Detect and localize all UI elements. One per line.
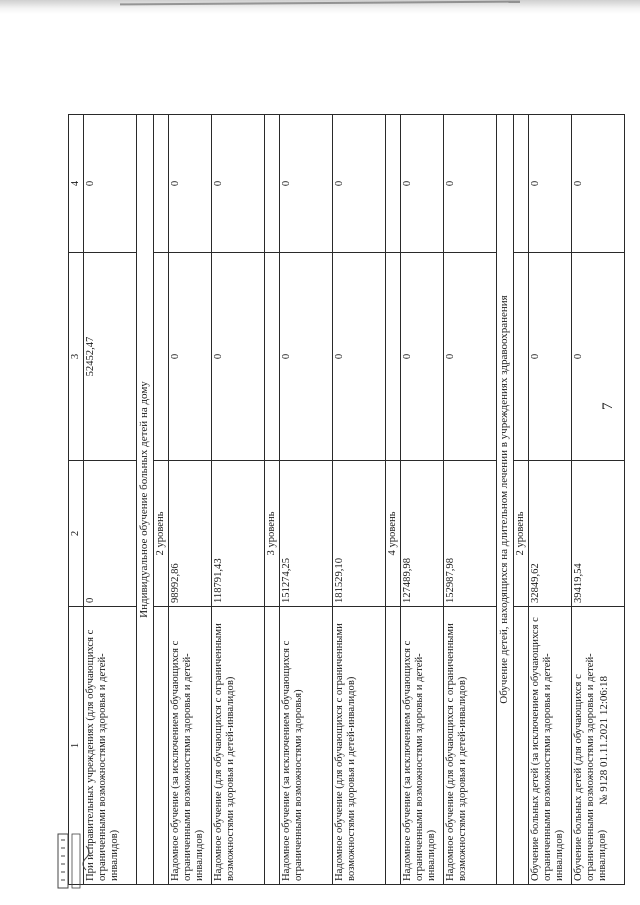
- row-value-col2: 98992,86: [169, 461, 212, 607]
- section-heading-row: [497, 115, 514, 885]
- header-col-1: 1: [69, 607, 84, 885]
- row-value-col2: 0: [84, 461, 137, 607]
- row-value-col3: 0: [401, 253, 444, 461]
- table-row: [401, 115, 444, 885]
- row-value-col2: 151274,25: [280, 461, 333, 607]
- header-col-3: 3: [69, 253, 84, 461]
- row-value-col2: 118791,43: [212, 461, 265, 607]
- row-value-col2: 32849,62: [529, 461, 572, 607]
- row-value-col2: 127489,98: [401, 461, 444, 607]
- table-row: [280, 115, 333, 885]
- level-label: 2 уровень: [154, 461, 169, 607]
- row-value-col4: 0: [529, 115, 572, 253]
- row-value-col3: 0: [444, 253, 497, 461]
- row-value-col2: 181529,10: [333, 461, 386, 607]
- table-row: [212, 115, 265, 885]
- row-label: Обучение больных детей (за исключением обучающихся с ограниченными возможностями здоровья и детей-инвалидов): [529, 607, 572, 885]
- level-label: 3 уровень: [265, 461, 280, 607]
- row-label: Надомное обучение (для обучающихся с ограниченными возможностями здоровья и детей-инвалидов): [444, 607, 497, 885]
- row-value-col2: 39419,54: [572, 461, 625, 607]
- row-value-col3: 0: [280, 253, 333, 461]
- row-label: Обучение больных детей (для обучающихся с ограниченными возможностями здоровья и детей-инвалидов): [572, 607, 625, 885]
- header-col-4: 4: [69, 115, 84, 253]
- row-label: Надомное обучение (за исключением обучающихся с ограниченными возможностями здоровья и детей-инвалидов): [401, 607, 444, 885]
- row-value-col4: 0: [212, 115, 265, 253]
- row-value-col4: 0: [444, 115, 497, 253]
- row-label: При исправительных учреждениях (для обучающихся с ограниченными возможностями здоровья и детей-инвалидов): [84, 607, 137, 885]
- level-row: [265, 115, 280, 885]
- table-row: [444, 115, 497, 885]
- row-label: Надомное обучение (за исключением обучающихся с ограниченными возможностями здоровья): [280, 607, 333, 885]
- row-value-col3: 0: [212, 253, 265, 461]
- level-row: [386, 115, 401, 885]
- budget-table: [68, 114, 625, 885]
- row-value-col4: 0: [572, 115, 625, 253]
- row-value-col4: 0: [401, 115, 444, 253]
- row-value-col4: 0: [169, 115, 212, 253]
- level-label: 2 уровень: [514, 461, 529, 607]
- table-row: [169, 115, 212, 885]
- section-heading-hospital-schooling: Обучение детей, находящихся на длительном лечении в учреждениях здравоохранения: [497, 115, 514, 885]
- row-value-col2: 152987,98: [444, 461, 497, 607]
- document-registration-footer: № 9128 01.11.2021 12:06:18: [598, 676, 610, 805]
- section-heading-row: [137, 115, 154, 885]
- level-label: 4 уровень: [386, 461, 401, 607]
- level-row: [514, 115, 529, 885]
- registration-stamp-icon: [52, 826, 96, 896]
- row-label: Надомное обучение (для обучающихся с ограниченными возможностями здоровья и детей-инвалидов): [333, 607, 386, 885]
- row-value-col4: 0: [84, 115, 137, 253]
- row-value-col3: 0: [529, 253, 572, 461]
- table-row: [333, 115, 386, 885]
- row-value-col3: 52452,47: [84, 253, 137, 461]
- row-value-col3: 0: [169, 253, 212, 461]
- header-col-2: 2: [69, 461, 84, 607]
- row-value-col4: 0: [280, 115, 333, 253]
- table-row: [529, 115, 572, 885]
- scan-edge-artifact: [0, 0, 640, 14]
- row-label: Надомное обучение (за исключением обучающихся с ограниченными возможностями здоровья и детей-инвалидов): [169, 607, 212, 885]
- level-row: [154, 115, 169, 885]
- row-value-col4: 0: [333, 115, 386, 253]
- table-header-row: [69, 115, 84, 885]
- row-value-col3: 0: [333, 253, 386, 461]
- table-row: [84, 115, 137, 885]
- section-heading-home-schooling: Индивидуальное обучение больных детей на дому: [137, 115, 154, 885]
- page-number: 7: [600, 402, 616, 410]
- row-value-col3: 0: [572, 253, 625, 461]
- row-label: Надомное обучение (для обучающихся с ограниченными возможностями здоровья и детей-инвалидов): [212, 607, 265, 885]
